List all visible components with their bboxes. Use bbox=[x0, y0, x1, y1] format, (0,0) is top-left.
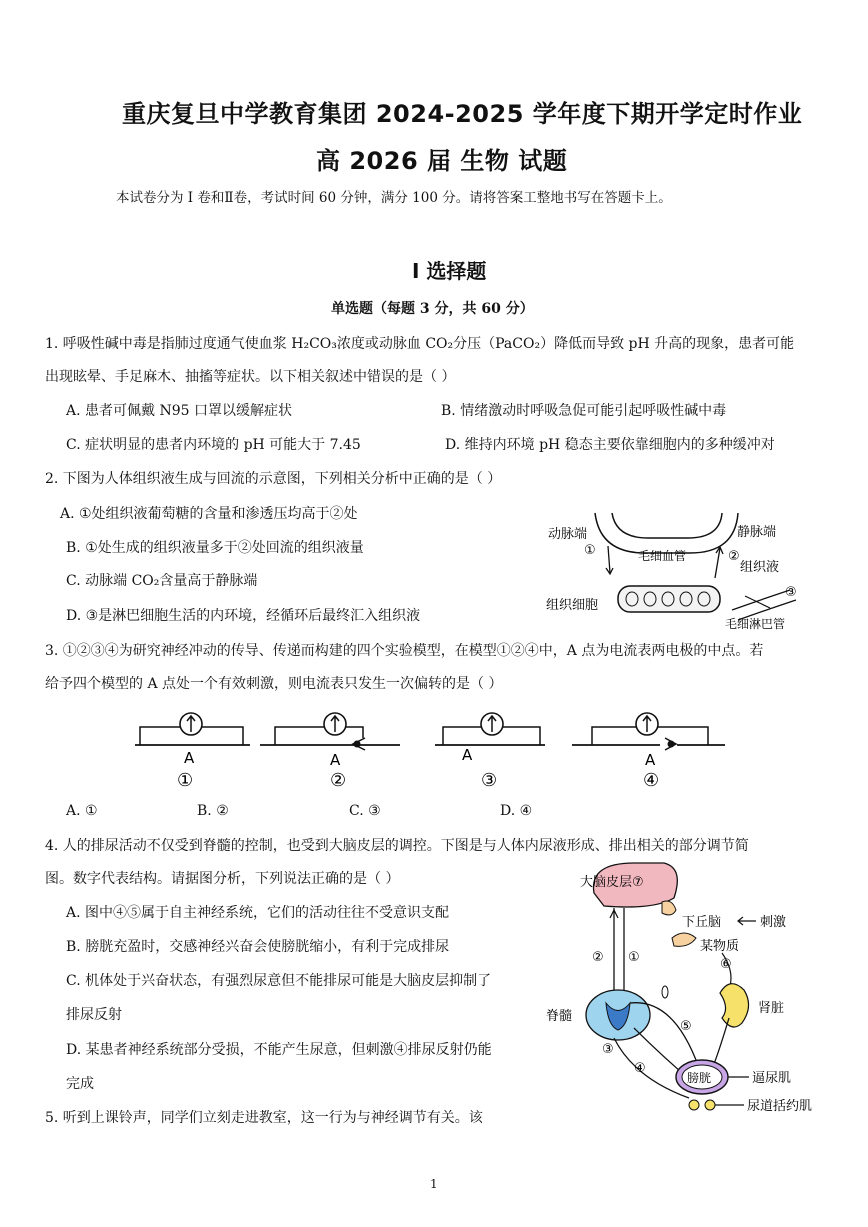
exam-title: 重庆复旦中学教育集团 2024-2025 学年度下期开学定时作业 bbox=[122, 100, 803, 128]
q1-option-d: D. 维持内环境 pH 稳态主要依靠细胞内的多种缓冲对 bbox=[445, 437, 775, 453]
model-2-label: ② bbox=[330, 770, 347, 791]
q4-option-b: B. 膀胱充盈时，交感神经兴奋会使膀胱缩小，有利于完成排尿 bbox=[66, 939, 450, 955]
label-tissue-fluid: 组织液 bbox=[740, 560, 780, 575]
q2-option-b: B. ①处生成的组织液量多于②处回流的组织液量 bbox=[66, 540, 364, 556]
label-n3: ③ bbox=[785, 585, 797, 600]
label-n2: ② bbox=[728, 549, 740, 564]
pituitary bbox=[672, 933, 696, 946]
q4-option-a: A. 图中④⑤属于自主神经系统，它们的活动往往不受意识支配 bbox=[66, 905, 450, 921]
label-cortex: 大脑皮层⑦ bbox=[580, 875, 644, 890]
q1-option-c: C. 症状明显的患者内环境的 pH 可能大于 7.45 bbox=[66, 437, 361, 453]
lymph-vessel bbox=[732, 590, 790, 610]
label-n6: ⑥ bbox=[720, 957, 732, 972]
q2-option-a: A. ①处组织液葡萄糖的含量和渗透压均高于②处 bbox=[60, 506, 358, 522]
q3-option-d: D. ④ bbox=[500, 803, 533, 819]
tissue-fluid-diagram bbox=[540, 508, 810, 633]
q4-stem-line1: 4. 人的排尿活动不仅受到脊髓的控制，也受到大脑皮层的调控。下图是与人体内尿液形成、排出相关的部分调节简 bbox=[45, 838, 749, 854]
q5-stem: 5. 听到上课铃声，同学们立刻走进教室，这一行为与神经调节有关。该 bbox=[45, 1110, 483, 1126]
arrow-out bbox=[608, 546, 610, 573]
kidney bbox=[720, 984, 749, 1027]
q1-stem-line1: 1. 呼吸性碱中毒是指肺过度通气使血浆 H₂CO₃浓度或动脉血 CO₂分压（PaCO₂）降低而导致 pH 升高的现象，患者可能 bbox=[45, 336, 795, 352]
tissue-cells bbox=[618, 586, 720, 612]
page-number: 1 bbox=[430, 1177, 438, 1191]
label-lymph: 毛细淋巴管 bbox=[725, 617, 786, 631]
model-3-label: ③ bbox=[481, 770, 498, 791]
capillary-inner-wall bbox=[612, 513, 722, 538]
label-hypothalamus: 下丘脑 bbox=[682, 915, 722, 930]
q3-option-b: B. ② bbox=[197, 803, 229, 819]
section-title: I 选择题 bbox=[412, 259, 487, 283]
label-arterial: 动脉端 bbox=[548, 527, 588, 542]
q1-stem-line2: 出现眩晕、手足麻木、抽搐等症状。以下相关叙述中错误的是（ ） bbox=[45, 369, 456, 385]
label-n5: ⑤ bbox=[680, 1019, 692, 1034]
label-substance: 某物质 bbox=[700, 939, 740, 954]
q1-option-a: A. 患者可佩戴 N95 口罩以缓解症状 bbox=[66, 403, 292, 419]
model-3 bbox=[435, 713, 545, 791]
label-spinal: 脊髓 bbox=[546, 1009, 573, 1024]
model-1-point-a: A bbox=[184, 749, 195, 767]
label-stimulus: 刺激 bbox=[760, 915, 787, 930]
q4-option-d-line2: 完成 bbox=[66, 1076, 94, 1092]
q1-option-b: B. 情绪激动时呼吸急促可能引起呼吸性碱中毒 bbox=[441, 403, 727, 419]
model-1 bbox=[135, 713, 250, 791]
model-4-point-a: A bbox=[645, 751, 656, 769]
q4-option-c-line1: C. 机体处于兴奋状态，有强烈尿意但不能排尿可能是大脑皮层抑制了 bbox=[66, 973, 492, 989]
label-n1: ① bbox=[584, 543, 596, 558]
urination-regulation-diagram bbox=[544, 858, 834, 1123]
q4-option-c-line2: 排尿反射 bbox=[66, 1007, 122, 1023]
exam-subtitle: 高 2026 届 生物 试题 bbox=[316, 147, 568, 175]
label-kidney: 肾脏 bbox=[758, 1001, 785, 1016]
model-3-point-a: A bbox=[462, 746, 473, 764]
q3-stem-line1: 3. ①②③④为研究神经冲动的传导、传递而构建的四个实验模型，在模型①②④中，A 点为电流表两电极的中点。若 bbox=[45, 643, 764, 659]
nerve-models-diagram bbox=[125, 708, 735, 798]
model-4-label: ④ bbox=[643, 770, 660, 791]
label-detrusor: 逼尿肌 bbox=[752, 1071, 792, 1086]
q3-stem-line2: 给予四个模型的 A 点处一个有效刺激，则电流表只发生一次偏转的是（ ） bbox=[45, 676, 503, 692]
model-2 bbox=[260, 713, 400, 791]
label-n3: ③ bbox=[602, 1042, 614, 1057]
q2-stem: 2. 下图为人体组织液生成与回流的示意图，下列相关分析中正确的是（ ） bbox=[45, 471, 502, 487]
exam-note: 本试卷分为 I 卷和Ⅱ卷，考试时间 60 分钟，满分 100 分。请将答案工整地书写在答题卡上。 bbox=[116, 190, 672, 206]
q2-option-d: D. ③是淋巴细胞生活的内环境，经循环后最终汇入组织液 bbox=[66, 608, 421, 624]
q4-stem-line2: 图。数字代表结构。请据图分析，下列说法正确的是（ ） bbox=[45, 871, 400, 887]
model-2-point-a: A bbox=[330, 751, 341, 769]
q3-option-a: A. ① bbox=[66, 803, 98, 819]
q2-option-c: C. 动脉端 CO₂含量高于静脉端 bbox=[66, 573, 258, 589]
model-1-label: ① bbox=[177, 770, 194, 791]
label-tissue-cell: 组织细胞 bbox=[546, 598, 599, 613]
label-n2: ② bbox=[592, 950, 604, 965]
q3-option-c: C. ③ bbox=[349, 803, 381, 819]
capillary-outer-wall bbox=[595, 513, 738, 553]
model-4 bbox=[572, 713, 725, 791]
label-n1: ① bbox=[628, 950, 640, 965]
section-subtitle: 单选题（每题 3 分，共 60 分） bbox=[331, 301, 534, 317]
label-sphincter: 尿道括约肌 bbox=[747, 1099, 813, 1114]
label-n4: ④ bbox=[634, 1061, 646, 1076]
label-venous: 静脉端 bbox=[737, 525, 777, 540]
q4-option-d-line1: D. 某患者神经系统部分受损，不能产生尿意，但刺激④排尿反射仍能 bbox=[66, 1042, 492, 1058]
label-bladder: 膀胱 bbox=[687, 1071, 712, 1085]
label-capillary: 毛细血管 bbox=[638, 549, 687, 563]
